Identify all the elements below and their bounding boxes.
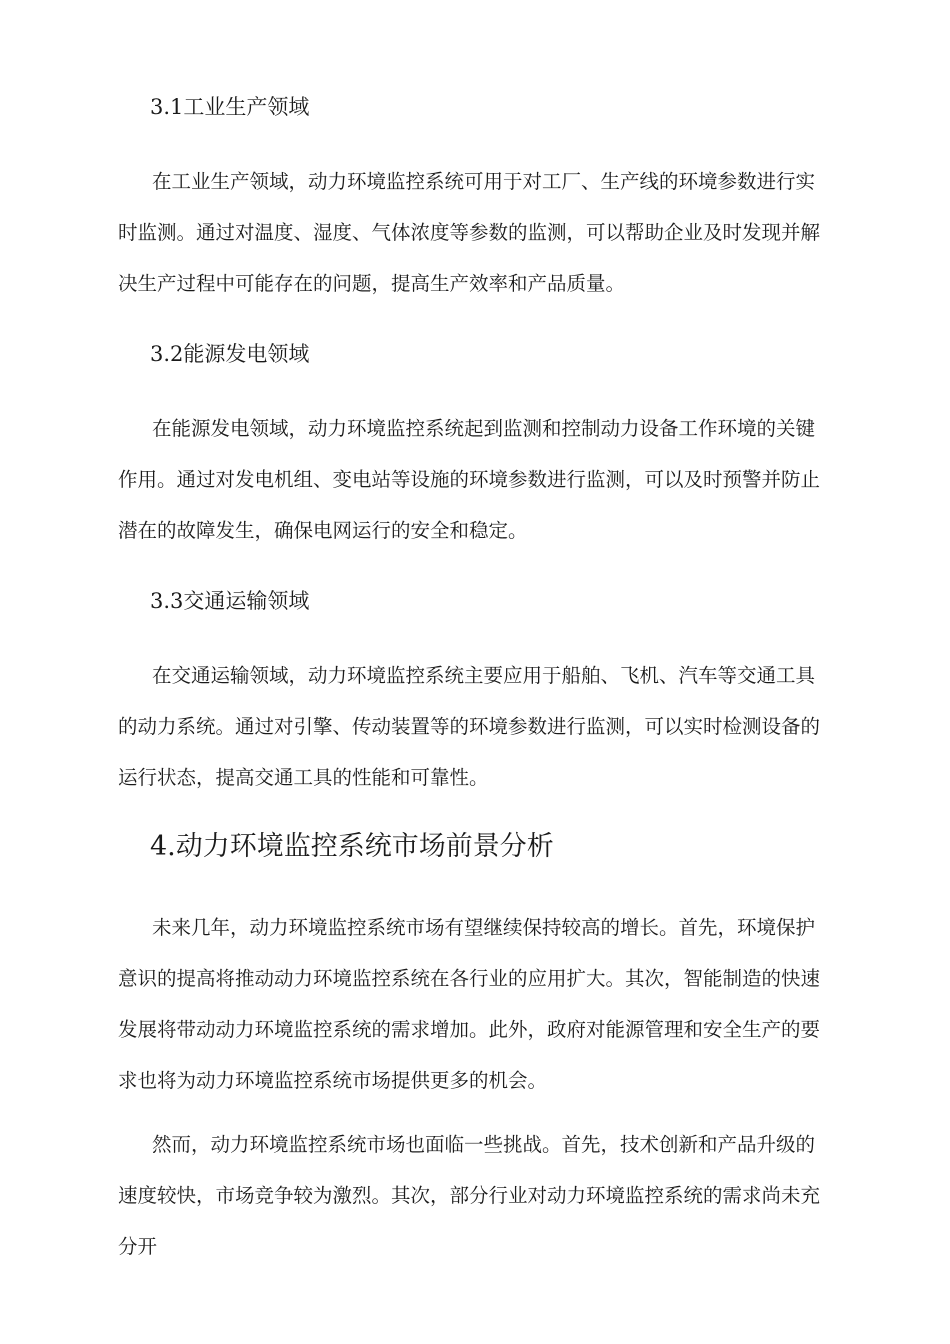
- subsection-heading-industrial: 3.1工业生产领域: [150, 95, 310, 119]
- section-heading-market-outlook: 4.动力环境监控系统市场前景分析: [150, 831, 554, 862]
- paragraph-energy: 在能源发电领域，动力环境监控系统起到监测和控制动力设备工作环境的关键作用。通过对发电机组、变电站等设施的环境参数进行监测，可以及时预警并防止潜在的故障发生，确保电网运行的安全和稳定。: [118, 417, 821, 542]
- subsection-heading-energy: 3.2能源发电领域: [150, 342, 310, 366]
- paragraph-market-growth: 未来几年，动力环境监控系统市场有望继续保持较高的增长。首先，环境保护意识的提高将推动动力环境监控系统在各行业的应用扩大。其次，智能制造的快速发展将带动动力环境监控系统的需求增加。此外，政府对能源管理和安全生产的要求也将为动力环境监控系统市场提供更多的机会。: [118, 916, 821, 1092]
- paragraph-industrial: 在工业生产领域，动力环境监控系统可用于对工厂、生产线的环境参数进行实时监测。通过对温度、湿度、气体浓度等参数的监测，可以帮助企业及时发现并解决生产过程中可能存在的问题，提高生产效率和产品质量。: [118, 170, 821, 295]
- paragraph-market-challenges: 然而，动力环境监控系统市场也面临一些挑战。首先，技术创新和产品升级的速度较快，市场竞争较为激烈。其次，部分行业对动力环境监控系统的需求尚未充分开: [118, 1133, 821, 1258]
- subsection-heading-transport: 3.3交通运输领域: [150, 589, 310, 613]
- paragraph-transport: 在交通运输领域，动力环境监控系统主要应用于船舶、飞机、汽车等交通工具的动力系统。通过对引擎、传动装置等的环境参数进行监测，可以实时检测设备的运行状态，提高交通工具的性能和可靠性。: [118, 664, 821, 789]
